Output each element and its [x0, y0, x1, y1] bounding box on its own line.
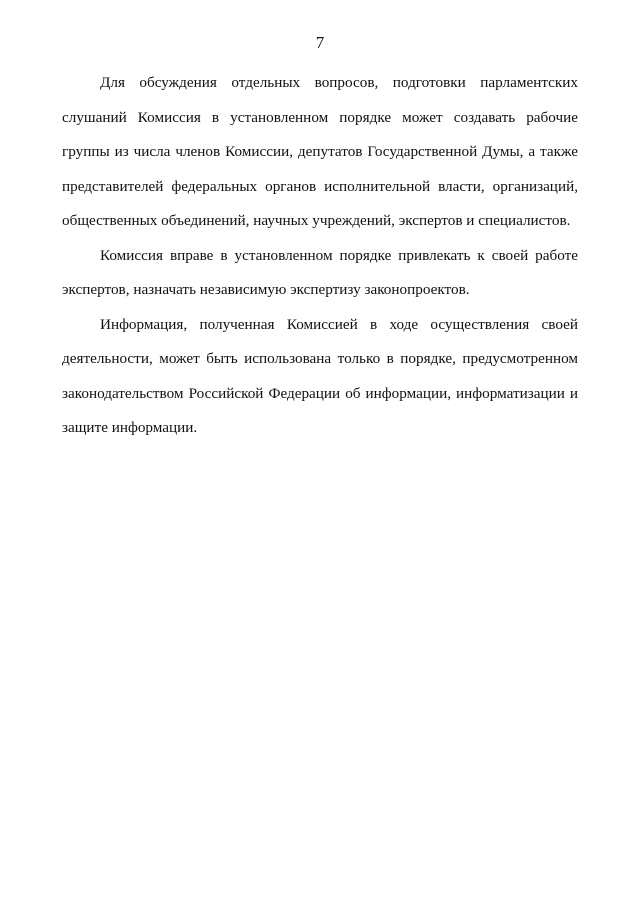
paragraph-information-use: Информация, полученная Комиссией в ходе осуществления своей деятельности, может быть использована только в порядке, предусмотренном законодательством Российской Федерации об информации, информатизации и защите информации. [62, 315, 578, 436]
page-number: 7 [315, 33, 325, 52]
paragraph-experts: Комиссия вправе в установленном порядке привлекать к своей работе экспертов, назначать независимую экспертизу законопроектов. [62, 246, 578, 298]
document-body [62, 66, 578, 446]
paragraph-working-groups: Для обсуждения отдельных вопросов, подготовки парламентских слушаний Комиссия в установленном порядке может создавать рабочие группы из числа членов Комиссии, депутатов Государственной Думы, а также представителей федеральных органов исполнительной власти, организаций, общественных объединений, научных учреждений, экспертов и специалистов. [62, 74, 578, 229]
